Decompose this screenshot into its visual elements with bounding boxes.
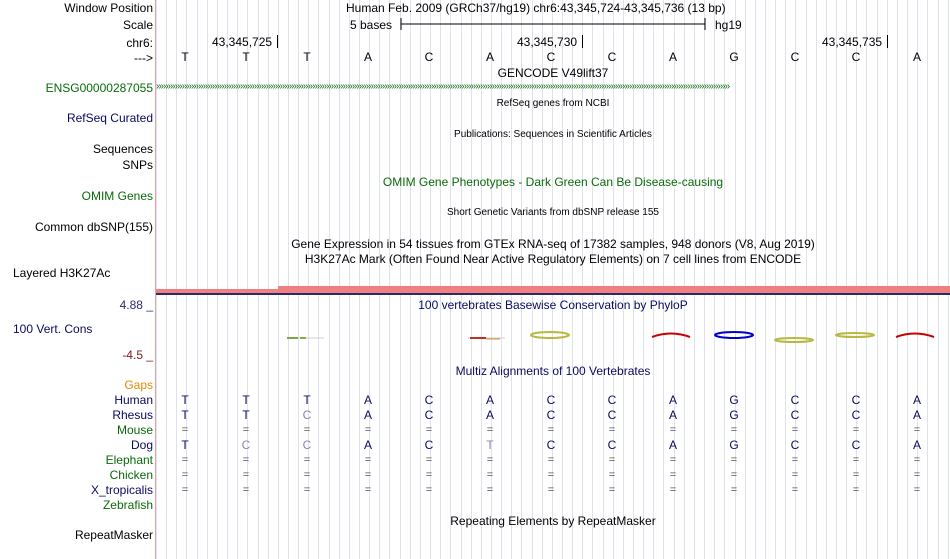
alignment-base: T: [242, 408, 250, 422]
alignment-base: =: [547, 484, 555, 496]
alignment-base: =: [730, 424, 738, 436]
alignment-base: G: [729, 438, 739, 452]
omim-track-label[interactable]: OMIM Genes: [81, 189, 153, 203]
alignment-base: C: [607, 393, 617, 407]
alignment-base: T: [242, 393, 250, 407]
alignment-base: =: [608, 484, 616, 496]
alignment-base: C: [607, 438, 617, 452]
alignment-base: =: [364, 484, 372, 496]
alignment-base: T: [303, 393, 311, 407]
alignment-base: C: [851, 393, 861, 407]
alignment-base: C: [424, 408, 434, 422]
alignment-base: =: [669, 454, 677, 466]
alignment-base: =: [486, 424, 494, 436]
alignment-base: A: [912, 438, 921, 452]
dbsnp-track-label[interactable]: Common dbSNP(155): [34, 220, 153, 234]
repeatmasker-track-title: Repeating Elements by RepeatMasker: [450, 514, 656, 528]
alignment-base: =: [547, 454, 555, 466]
tracks-panel[interactable]: [156, 0, 950, 559]
alignment-base: A: [912, 393, 921, 407]
alignment-base: A: [485, 408, 494, 422]
species-label-dog: Dog: [130, 438, 153, 452]
species-label-mouse: Mouse: [116, 423, 153, 437]
h3k27ac-baseline: [156, 293, 950, 295]
alignment-base: =: [791, 484, 799, 496]
sequences-track-label[interactable]: Sequences: [92, 142, 153, 156]
alignment-base: =: [242, 484, 250, 496]
sequence-base: C: [607, 50, 617, 64]
sequence-base: C: [790, 50, 800, 64]
species-label-rhesus: Rhesus: [112, 408, 153, 422]
alignment-base: C: [546, 393, 556, 407]
chrom-label: chr6:: [126, 36, 153, 50]
alignment-base: G: [729, 408, 739, 422]
alignment-base: =: [852, 424, 860, 436]
snps-track-label[interactable]: SNPs: [122, 158, 153, 172]
alignment-base: =: [547, 424, 555, 436]
coord-tick-3: [887, 35, 888, 48]
alignment-base: C: [851, 438, 861, 452]
phylop-logo: [156, 325, 950, 347]
coord-label-2: 43,345,730: [517, 35, 578, 49]
refseq-track-title: RefSeq genes from NCBI: [496, 98, 610, 109]
alignment-base: C: [302, 438, 312, 452]
alignment-base: =: [669, 484, 677, 496]
alignment-base: C: [241, 438, 251, 452]
strand-label: --->: [134, 51, 153, 65]
sequence-base: C: [424, 50, 434, 64]
coord-label-3: 43,345,735: [822, 35, 883, 49]
alignment-base: =: [608, 469, 616, 481]
alignment-base: =: [181, 454, 189, 466]
alignment-base: A: [363, 393, 372, 407]
coord-tick-2: [582, 35, 583, 48]
alignment-base: =: [486, 454, 494, 466]
alignment-base: A: [363, 438, 372, 452]
sequence-base: A: [485, 50, 494, 64]
alignment-base: =: [791, 454, 799, 466]
alignment-base: T: [486, 438, 494, 452]
alignment-base: =: [913, 454, 921, 466]
alignment-base: C: [790, 393, 800, 407]
alignment-base: C: [302, 408, 312, 422]
alignment-base: =: [669, 469, 677, 481]
gencode-track-title: GENCODE V49lift37: [497, 66, 609, 80]
alignment-base: =: [913, 484, 921, 496]
track-label-sidebar: [0, 0, 155, 559]
alignment-base: A: [485, 393, 494, 407]
refseq-track-label[interactable]: RefSeq Curated: [66, 111, 153, 125]
alignment-base: =: [669, 424, 677, 436]
omim-track-title: OMIM Gene Phenotypes - Dark Green Can Be Disease-causing: [382, 175, 724, 189]
alignment-base: C: [546, 408, 556, 422]
alignment-base: =: [303, 469, 311, 481]
alignment-base: =: [486, 469, 494, 481]
phylop-min-label: -4.5 _: [122, 348, 153, 362]
alignment-base: =: [242, 424, 250, 436]
alignment-base: C: [851, 408, 861, 422]
sequence-base: A: [363, 50, 372, 64]
alignment-base: G: [729, 393, 739, 407]
phylop-max-label: 4.88 _: [119, 298, 153, 312]
multiz-track-title: Multiz Alignments of 100 Vertebrates: [455, 364, 651, 378]
window-position-label: Window Position: [64, 1, 153, 15]
species-label-x-tropicalis: X_tropicalis: [90, 483, 153, 497]
alignment-base: =: [913, 469, 921, 481]
alignment-base: T: [181, 408, 189, 422]
alignment-base: =: [730, 469, 738, 481]
alignment-base: =: [608, 424, 616, 436]
sequence-base: C: [851, 50, 861, 64]
alignment-base: =: [791, 424, 799, 436]
alignment-base: =: [181, 469, 189, 481]
alignment-base: =: [242, 469, 250, 481]
alignment-base: =: [852, 484, 860, 496]
alignment-base: =: [425, 424, 433, 436]
alignment-base: =: [486, 484, 494, 496]
alignment-base: =: [364, 424, 372, 436]
alignment-base: =: [547, 469, 555, 481]
alignment-base: =: [913, 424, 921, 436]
sequence-base: A: [668, 50, 677, 64]
h3k27ac-track-title: H3K27Ac Mark (Often Found Near Active Regulatory Elements) on 7 cell lines from ENCODE: [304, 252, 802, 266]
species-label-zebrafish: Zebrafish: [102, 498, 153, 512]
publications-track-title: Publications: Sequences in Scientific Articles: [454, 129, 652, 140]
gencode-gene-label[interactable]: ENSG00000287055: [45, 81, 153, 95]
alignment-base: =: [303, 484, 311, 496]
h3k27ac-signal-right: [278, 286, 950, 293]
gencode-gene-feature[interactable]: ››››››››››››››››››››››››››››››››››››››››››››››››››››››››››››››››››››››››››››››››››››››››››››››››››››››››››››››››››››››››››››››››››››››››››››››››››››››››››››››››››››››››››››››››››››››››››››››››››››››››››››››››››››››››››››››››››››››››››››››››››››››: [156, 81, 730, 92]
species-label-elephant: Elephant: [105, 453, 153, 467]
alignment-base: T: [181, 438, 189, 452]
alignment-base: =: [791, 469, 799, 481]
alignment-base: =: [425, 469, 433, 481]
alignment-base: A: [363, 408, 372, 422]
alignment-base: C: [790, 408, 800, 422]
phylop-track-label[interactable]: 100 Vert. Cons: [13, 322, 93, 336]
gtex-track-title: Gene Expression in 54 tissues from GTEx RNA-seq of 17382 samples, 948 donors (V8, Aug 2019): [291, 237, 815, 251]
h3k27ac-track-label[interactable]: Layered H3K27Ac: [13, 266, 111, 280]
alignment-base: =: [364, 454, 372, 466]
alignment-base: =: [364, 469, 372, 481]
alignment-base: =: [303, 424, 311, 436]
repeatmasker-track-label[interactable]: RepeatMasker: [74, 528, 153, 542]
sequence-base: C: [546, 50, 556, 64]
alignment-base: =: [303, 454, 311, 466]
sequence-base: T: [181, 50, 189, 64]
alignment-base: =: [425, 454, 433, 466]
alignment-base: A: [668, 438, 677, 452]
alignment-base: =: [425, 484, 433, 496]
alignment-base: =: [730, 454, 738, 466]
phylop-track-title: 100 vertebrates Basewise Conservation by PhyloP: [418, 298, 688, 312]
coord-tick-1: [277, 35, 278, 48]
sequence-base: T: [303, 50, 311, 64]
alignment-base: =: [730, 484, 738, 496]
scale-bar: [400, 16, 710, 32]
window-position-value: Human Feb. 2009 (GRCh37/hg19) chr6:43,345,724-43,345,736 (13 bp): [346, 1, 726, 15]
alignment-base: C: [790, 438, 800, 452]
alignment-base: =: [608, 454, 616, 466]
scale-label: Scale: [122, 18, 153, 32]
alignment-base: T: [181, 393, 189, 407]
dbsnp-track-title: Short Genetic Variants from dbSNP release 155: [447, 207, 659, 218]
coord-label-1: 43,345,725: [212, 35, 273, 49]
scale-assembly: hg19: [715, 18, 742, 32]
alignment-base: =: [852, 454, 860, 466]
sequence-base: A: [912, 50, 921, 64]
sequence-base: G: [729, 50, 739, 64]
alignment-base: C: [546, 438, 556, 452]
gaps-label: Gaps: [124, 378, 153, 392]
alignment-base: =: [852, 469, 860, 481]
alignment-base: =: [181, 424, 189, 436]
species-label-human: Human: [114, 393, 153, 407]
alignment-base: C: [424, 438, 434, 452]
alignment-base: =: [181, 484, 189, 496]
sequence-base: T: [242, 50, 250, 64]
scale-text: 5 bases: [350, 18, 393, 32]
alignment-base: C: [424, 393, 434, 407]
alignment-base: =: [242, 454, 250, 466]
alignment-base: C: [607, 408, 617, 422]
alignment-base: A: [668, 393, 677, 407]
alignment-base: A: [668, 408, 677, 422]
alignment-base: A: [912, 408, 921, 422]
species-label-chicken: Chicken: [109, 468, 153, 482]
